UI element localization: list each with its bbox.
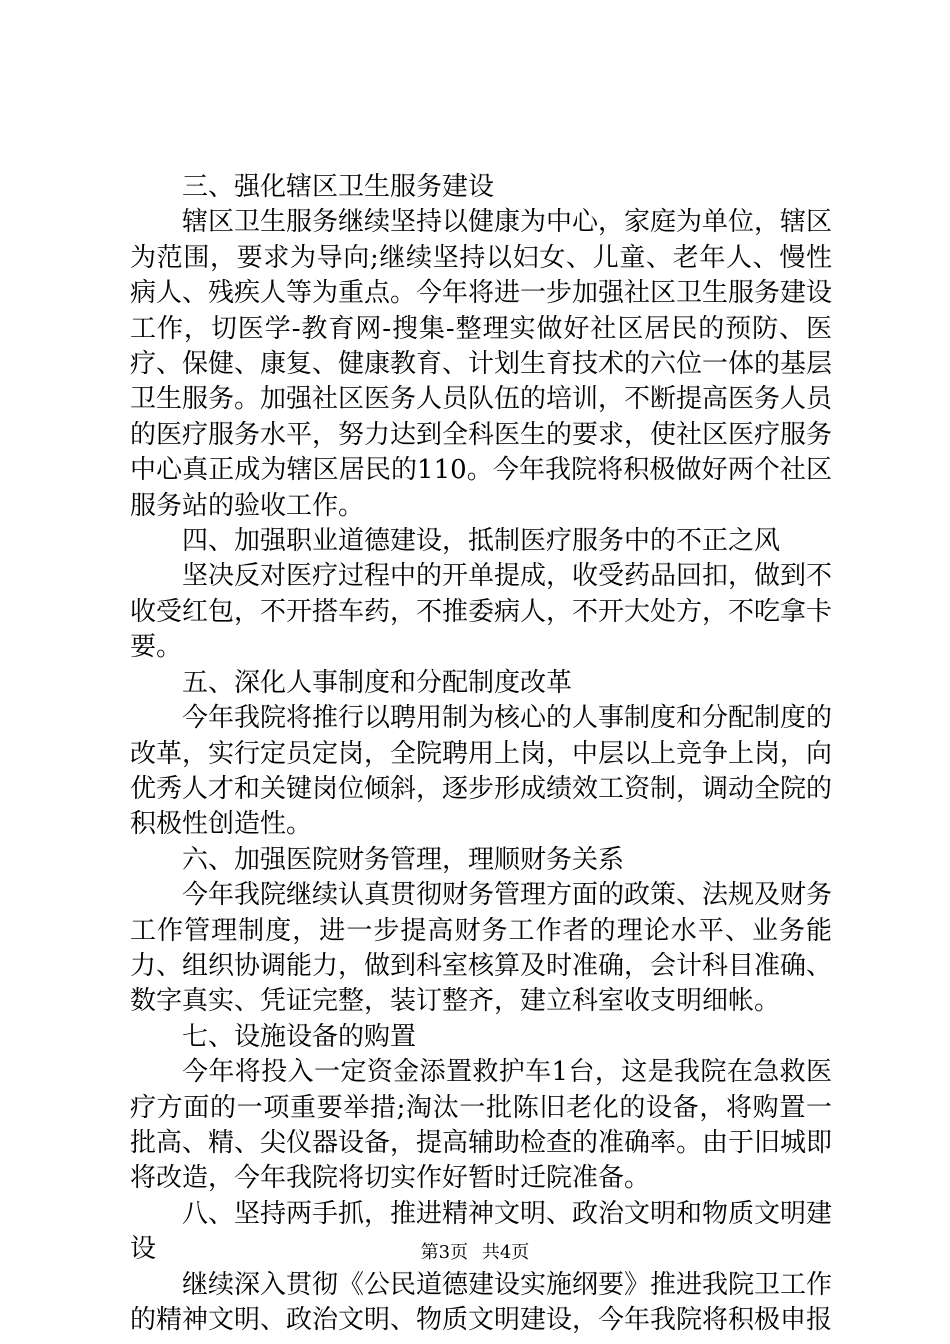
paragraph: 辖区卫生服务继续坚持以健康为中心，家庭为单位，辖区为范围，要求为导向;继续坚持以妇女、儿童、老年人、慢性病人、残疾人等为重点。今年将进一步加强社区卫生服务建设工作，切医学-教育网-搜集-整理实做好社区居民的预防、医疗、保健、康复、健康教育、计划生育技术的六位一体的基层卫生服务。加强社区医务人员队伍的培训，不断提高医务人员的医疗服务水平，努力达到全科医生的要求，使社区医疗服务中心真正成为辖区居民的110。今年我院将积极做好两个社区服务站的验收工作。 [130,207,833,521]
section-heading-5: 五、深化人事制度和分配制度改革 [182,667,573,698]
page-footer [0,1238,950,1264]
paragraph: 继续深入贯彻《公民道德建设实施纲要》推进我院卫工作的精神文明、政治文明、物质文明建设，今年我院将积极申报 [130,1269,833,1335]
section-heading-7: 七、设施设备的购置 [182,1021,417,1052]
document-body [130,170,832,1338]
page-total: 共4页 [481,1242,530,1263]
paragraph: 今年我院继续认真贯彻财务管理方面的政策、法规及财务工作管理制度，进一步提高财务工作者的理论水平、业务能力、组织协调能力，做到科室核算及时准确，会计科目准确、数字真实、凭证完整，装订整齐，建立科室收支明细帐。 [130,880,833,1017]
paragraph: 今年将投入一定资金添置救护车1台，这是我院在急救医疗方面的一项重要举措;淘汰一批陈旧老化的设备，将购置一批高、精、尖仪器设备，提高辅助检查的准确率。由于旧城即将改造，今年我院将切实作好暂时迁院准备。 [130,1057,833,1194]
page-number: 第3页 [420,1242,469,1263]
section-heading-6: 六、加强医院财务管理，理顺财务关系 [182,844,625,875]
paragraph: 今年我院将推行以聘用制为核心的人事制度和分配制度的改革，实行定员定岗，全院聘用上岗，中层以上竞争上岗，向优秀人才和关键岗位倾斜，逐步形成绩效工资制，调动全院的积极性创造性。 [130,703,833,840]
paragraph: 坚决反对医疗过程中的开单提成，收受药品回扣，做到不收受红包，不开搭车药，不推委病人，不开大处方，不吃拿卡要。 [130,561,833,663]
section-heading-3: 三、强化辖区卫生服务建设 [182,172,495,202]
section-heading-4: 四、加强职业道德建设，抵制医疗服务中的不正之风 [182,526,781,557]
section-heading-8: 八、坚持两手抓，推进精神文明、政治文明和物质文明建设 [130,1198,833,1265]
